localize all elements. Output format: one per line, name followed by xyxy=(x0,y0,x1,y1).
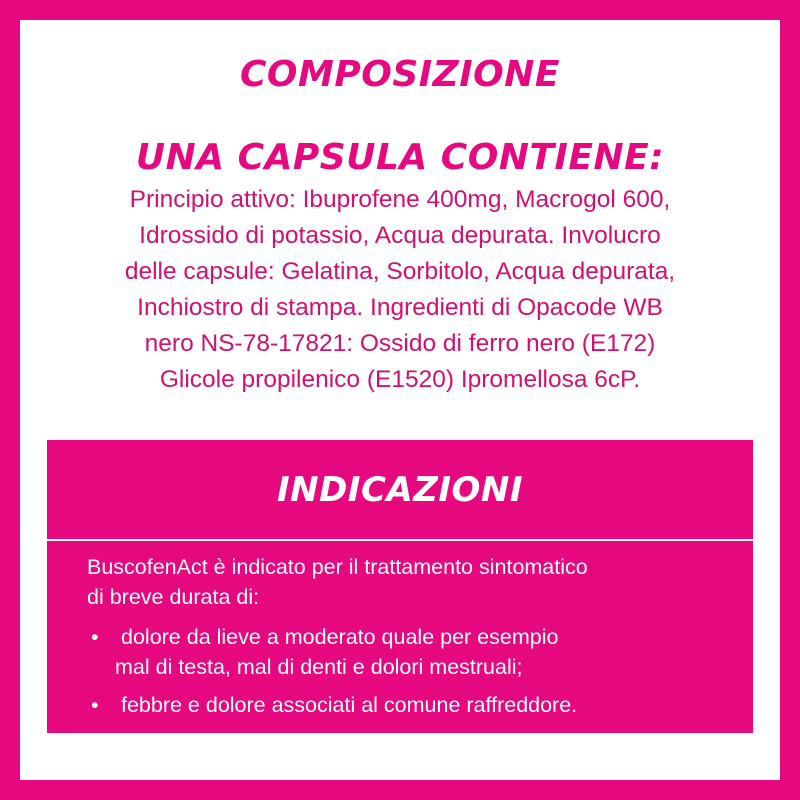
indications-intro-line: di breve durata di: xyxy=(87,585,260,609)
indications-intro-line: BuscofenAct è indicato per il trattamento sintomatico xyxy=(87,555,588,579)
capsule-contents-heading: UNA CAPSULA CONTIENE: xyxy=(135,137,665,178)
indications-list xyxy=(87,622,747,720)
list-item-line: febbre e dolore associati al comune raffreddore. xyxy=(121,693,578,717)
indications-body xyxy=(87,552,747,728)
composition-line: Inchiostro di stampa. Ingredienti di Opacode WB xyxy=(137,294,663,321)
composition-line: nero NS-78-17821: Ossido di ferro nero (E172) xyxy=(144,330,656,357)
composition-text xyxy=(38,182,762,398)
indications-title-band xyxy=(47,440,753,539)
indications-intro xyxy=(87,552,747,612)
list-item xyxy=(87,622,747,682)
composition-line: delle capsule: Gelatina, Sorbitolo, Acqua depurata, xyxy=(124,258,676,285)
list-item xyxy=(87,690,747,720)
composition-line: Glicole propilenico (E1520) Ipromellosa 6cP. xyxy=(159,366,641,393)
indications-divider xyxy=(47,539,753,541)
list-item-line: mal di testa, mal di denti e dolori mestruali; xyxy=(115,655,523,679)
indications-title: INDICAZIONI xyxy=(276,469,524,510)
white-panel xyxy=(20,20,780,780)
composition-title: COMPOSIZIONE xyxy=(240,54,560,95)
composition-line: Idrossido di potassio, Acqua depurata. Involucro xyxy=(139,222,661,249)
composition-line: Principio attivo: Ibuprofene 400mg, Macrogol 600, xyxy=(129,186,671,213)
bullet-icon: • xyxy=(91,625,99,649)
indications-box xyxy=(47,440,753,733)
bullet-icon: • xyxy=(91,693,99,717)
list-item-line: dolore da lieve a moderato quale per esempio xyxy=(121,625,559,649)
